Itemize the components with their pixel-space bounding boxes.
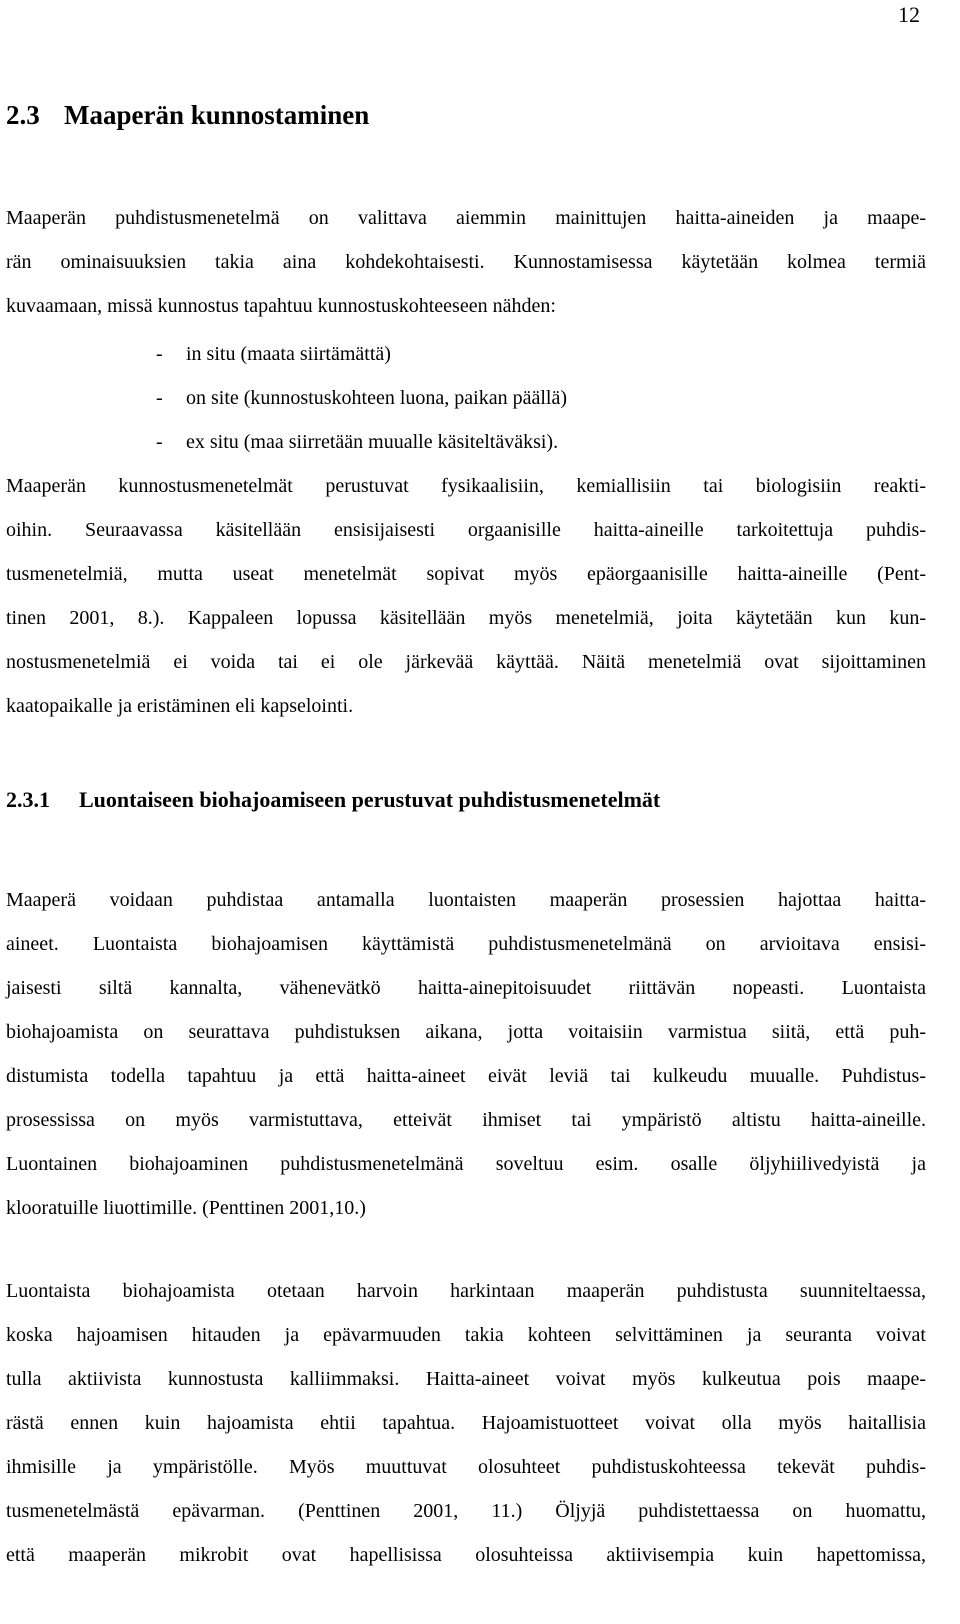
text-line: rästä ennen kuin hajoamista ehtii tapahtua. Hajoamistuotteet voivat olla myös haitallisia <box>6 1412 926 1434</box>
text-line: tusmenetelmästä epävarman. (Penttinen 2001, 11.) Öljyjä puhdistettaessa on huomattu, <box>6 1500 926 1522</box>
bullet-dash: - <box>156 431 163 453</box>
text-line: prosessissa on myös varmistuttava, etteivät ihmiset tai ympäristö altistu haitta-aineille. <box>6 1109 926 1131</box>
bullet-text: ex situ (maa siirretään muualle käsiteltäväksi). <box>186 431 559 453</box>
text-line: aineet. Luontaista biohajoamisen käyttämistä puhdistusmenetelmänä on arvioitava ensisi- <box>6 933 926 955</box>
text-line: nostusmenetelmiä ei voida tai ei ole järkevää käyttää. Näitä menetelmiä ovat sijoittaminen <box>6 651 926 673</box>
list-item <box>6 332 567 376</box>
text-line: ihmisille ja ympäristölle. Myös muuttuvat olosuhteet puhdistuskohteessa tekevät puhdis- <box>6 1456 926 1478</box>
paragraph-intro <box>6 196 926 328</box>
text-line: oihin. Seuraavassa käsitellään ensisijaisesti orgaanisille haitta-aineille tarkoitettuja puhdis- <box>6 519 926 541</box>
bullet-list <box>6 332 567 464</box>
text-line: että maaperän mikrobit ovat hapellisissa olosuhteissa aktiivisempia kuin hapettomissa, <box>6 1544 926 1566</box>
bullet-text: on site (kunnostuskohteen luona, paikan päällä) <box>186 387 568 409</box>
text-line: kaatopaikalle ja eristäminen eli kapselointi. <box>6 695 354 717</box>
text-line: biohajoamista on seurattava puhdistuksen aikana, jotta voitaisiin varmistua siitä, että puh- <box>6 1021 926 1043</box>
list-item <box>6 420 567 464</box>
section-heading <box>6 100 369 131</box>
section-title: Maaperän kunnostaminen <box>64 100 370 130</box>
subsection-number: 2.3.1 <box>6 787 50 812</box>
text-line: Luontaista biohajoamista otetaan harvoin harkintaan maaperän puhdistusta suunniteltaessa, <box>6 1280 926 1302</box>
text-line: rän ominaisuuksien takia aina kohdekohtaisesti. Kunnostamisessa käytetään kolmea termiä <box>6 251 926 273</box>
text-line: Luontainen biohajoaminen puhdistusmenetelmänä soveltuu esim. osalle öljyhiilivedyistä ja <box>6 1153 926 1175</box>
text-line: kuvaamaan, missä kunnostus tapahtuu kunnostuskohteeseen nähden: <box>6 295 556 317</box>
text-line: tinen 2001, 8.). Kappaleen lopussa käsitellään myös menetelmiä, joita käytetään kun kun- <box>6 607 926 629</box>
subsection-title: Luontaiseen biohajoamiseen perustuvat puhdistusmenetelmät <box>79 787 661 812</box>
bullet-dash: - <box>156 387 163 409</box>
text-line: Maaperä voidaan puhdistaa antamalla luontaisten maaperän prosessien hajottaa haitta- <box>6 889 926 911</box>
paragraph-methods <box>6 464 926 728</box>
text-line: Maaperän puhdistusmenetelmä on valittava aiemmin mainittujen haitta-aineiden ja maape- <box>6 207 926 229</box>
text-line: distumista todella tapahtuu ja että haitta-aineet eivät leviä tai kulkeudu muualle. Puhdistus- <box>6 1065 926 1087</box>
list-item <box>6 376 567 420</box>
text-line: tusmenetelmiä, mutta useat menetelmät sopivat myös epäorgaanisille haitta-aineille (Pent- <box>6 563 926 585</box>
section-number: 2.3 <box>6 100 40 130</box>
bullet-text: in situ (maata siirtämättä) <box>186 343 391 365</box>
text-line: Maaperän kunnostusmenetelmät perustuvat fysikaalisiin, kemiallisiin tai biologisiin reakti- <box>6 475 926 497</box>
text-line: jaisesti siltä kannalta, vähenevätkö haitta-ainepitoisuudet riittävän nopeasti. Luontaista <box>6 977 926 999</box>
text-line: klooratuille liuottimille. (Penttinen 2001,10.) <box>6 1197 366 1219</box>
subsection-heading <box>6 787 660 813</box>
paragraph-biodegradation <box>6 878 926 1230</box>
page-number: 12 <box>898 2 920 27</box>
bullet-dash: - <box>156 343 163 365</box>
text-line: tulla aktiivista kunnostusta kalliimmaksi. Haitta-aineet voivat myös kulkeutua pois maape- <box>6 1368 926 1390</box>
text-line: koska hajoamisen hitauden ja epävarmuuden takia kohteen selvittäminen ja seuranta voivat <box>6 1324 926 1346</box>
paragraph-considerations <box>6 1269 926 1577</box>
